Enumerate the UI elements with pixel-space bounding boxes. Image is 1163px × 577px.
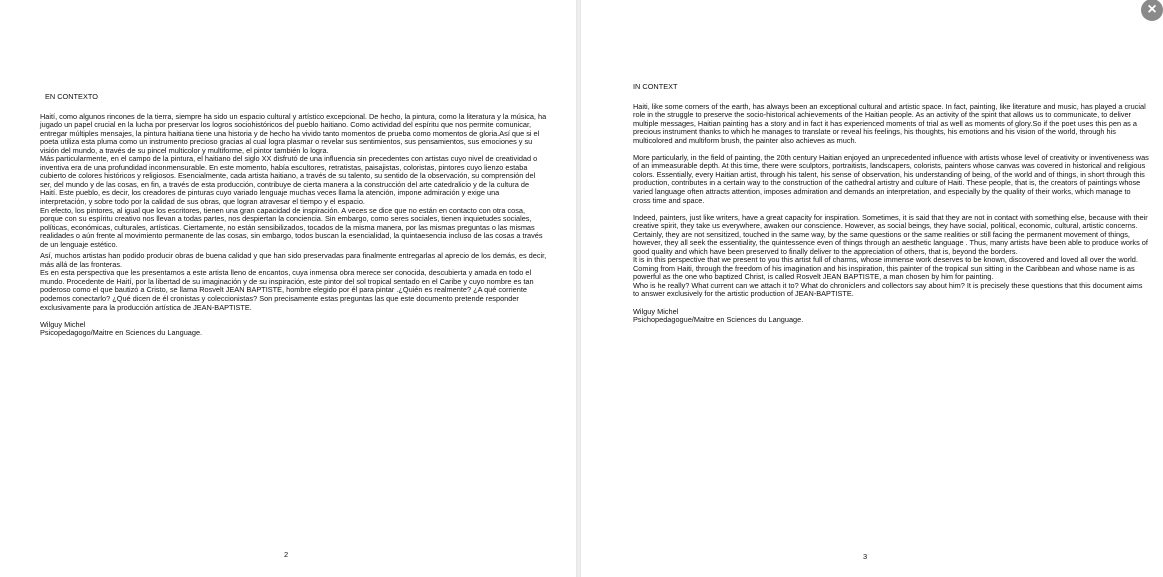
author-role: Psicopedagogo/Maitre en Sciences du Language. bbox=[40, 328, 203, 338]
author-role: Psichopedagogue/Maitre en Sciences du Language. bbox=[633, 315, 804, 325]
author-name: Wilguy Michel bbox=[633, 306, 679, 316]
page-text bbox=[633, 83, 1149, 325]
paragraph: Who is he really? What current can we attach it to? What do chroniclers and collectors say about him? It is precisely these questions that this document aims to answer exclusively for the artistic production of JEAN-BAPTISTE. bbox=[633, 280, 1143, 299]
page-2 bbox=[0, 0, 576, 577]
paragraph: Más particularmente, en el campo de la pintura, el haitiano del siglo XX disfrutó de una influencia sin precedentes con artistas cuyo nivel de creatividad o inventiva era de una profundidad inconmensurable. En este momento, había escultores, retratistas, paisajistas, coloristas, pintores cuyo lienzo estaba cubierto de colores históricos y religiosos. Esencialmente, cada artista haitiano, a través de su talento, su sentido de la observación, su comprensión del ser, del mundo y de las cosas, en fin, a través de esta producción, contribuye de cierta manera a la construcción del arte catedralicio y de la cultura de Haití. Este pueblo, es decir, los creadores de pinturas cuyo variado lenguaje muchas veces llama la atención, impone admiración y exige una interpretación, y sobre todo por la calidad de sus obras, que logran atravesar el tiempo y el espacio. bbox=[40, 154, 538, 207]
paragraph: More particularly, in the field of painting, the 20th century Haitian enjoyed an unprecedented influence with artists whose level of creativity or inventiveness was of an immeasurable depth. At this time, there were sculptors, portraitists, landscapers, colorists, painters whose canvas was covered in historical and religious colors. Essentially, every Haitian artist, through his talent, his sense of observation, his understanding of being, of the world and of things, in short through this production, contributes in a certain way to the construction of the cathedral artistry and culture of Haiti. These people, that is, the creators of paintings whose varied language often attracts attention, imposes admiration and demands an interpretation, and especially by the quality of their works, which manage to cross time and space. bbox=[633, 152, 1149, 205]
paragraph: En efecto, los pintores, al igual que los escritores, tienen una gran capacidad de inspiración. A veces se dice que no están en contacto con otra cosa, porque con su espíritu creativo nos llevan a todas partes, nos despiertan la conciencia. Sin embargo, como seres sociales, tienen inquietudes sociales, políticas, económicas, culturales, artísticas. Ciertamente, no están sensibilizados, tocados de la misma manera, por las mismas preguntas o las mismas realidades o aún frente al movimiento permanente de las cosas, sin embargo, todos buscan la esencialidad, la quintaesencia incluso de las cosas a través de un lenguaje estético. bbox=[40, 205, 543, 249]
page-3 bbox=[581, 0, 1163, 577]
paragraph: It is in this perspective that we present to you this artist full of charms, whose immense work deserves to be known, discovered and loved all over the world. Coming from Haiti, through the freedom of his imagination and his inspiration, this painter of the tropical sun sitting in the Caribbean and whose name is as powerful as the one who baptized Christ, is called Rosvelt JEAN BAPTISTE, a man chosen by him for painting. bbox=[633, 255, 1138, 282]
page-number: 2 bbox=[284, 550, 289, 559]
close-icon[interactable]: × bbox=[1141, 0, 1163, 21]
paragraph: Haití, como algunos rincones de la tierra, siempre ha sido un espacio cultural y artístico excepcional. De hecho, la pintura, como la literatura y la música, ha jugado un papel crucial en la lucha por preservar los logros sociohistóricos del pueblo haitiano. Como actividad del espíritu que nos permite comunicar, entregar múltiples mensajes, la pintura haitiana tiene una historia y de hecho ha vivido tanto momentos de prueba como momentos de gloria.Así que si el poeta utiliza esta pluma como un instrumento precioso gracias al cual logra plasmar o revelar sus sentimientos, sus pensamientos, sus emociones y su visión del mundo, a través de su pincel multicolor y multiforme, el pintor también lo logra. bbox=[40, 111, 547, 155]
paragraph: Indeed, painters, just like writers, have a great capacity for inspiration. Sometimes, it is said that they are not in contact with something else, because with their creative spirit, they take us everywhere, awaken our conscience. However, as social beings, they have social, political, economic, cultural, artistic concerns. Certainly, they are not sensitized, touched in the same way, by the same questions or the same realities or still facing the permanent movement of things, however, they all seek the essentiality, the quintessence even of things through an aesthetic language . Thus, many artists have been able to produce works of good quality and which have been preserved to finally deliver to the appreciation of others, that is, beyond the borders. bbox=[633, 212, 1148, 256]
author-name: Wilguy Michel bbox=[40, 319, 86, 329]
page-number: 3 bbox=[863, 552, 868, 561]
section-title: EN CONTEXTO bbox=[45, 92, 98, 101]
paragraph: Haiti, like some corners of the earth, has always been an exceptional cultural and artistic space. In fact, painting, like literature and music, has played a crucial role in the struggle to preserve the socio-historical achievements of the Haitian people. As an activity of the spirit that allows us to communicate, to deliver multiple messages, Haitian painting has a story and in fact it has experienced moments of trial as well as moments of glory.So if the poet uses this pen as a precious instrument thanks to which he manages to translate or reveal his feelings, his thoughts, his emotions and his vision of the world, through his multicolored and multiform brush, the painter also achieves as much. bbox=[633, 101, 1146, 145]
page-text bbox=[40, 93, 547, 338]
section-title: IN CONTEXT bbox=[633, 82, 678, 91]
paragraph: Así, muchos artistas han podido producir obras de buena calidad y que han sido preservadas para finalmente entregarlas al aprecio de los demás, es decir, más allá de las fronteras. bbox=[40, 251, 547, 269]
paragraph: Es en esta perspectiva que les presentamos a este artista lleno de encantos, cuya inmensa obra merece ser conocida, descubierta y amada en todo el mundo. Procedente de Haití, por la libertad de su imaginación y de su inspiración, este pintor del sol tropical sentado en el Caribe y cuyo nombre es tan poderoso como el que bautizó a Cristo, se llama Rosvelt JEAN BAPTISTE, hombre elegido por él para pintar .¿Quién es realmente? ¿A qué corriente podemos conectarlo? ¿Qué dicen de él cronistas y coleccionistas? Son precisamente estas preguntas las que este documento pretende responder exclusivamente para la producción artística de JEAN-BAPTISTE. bbox=[40, 268, 534, 312]
